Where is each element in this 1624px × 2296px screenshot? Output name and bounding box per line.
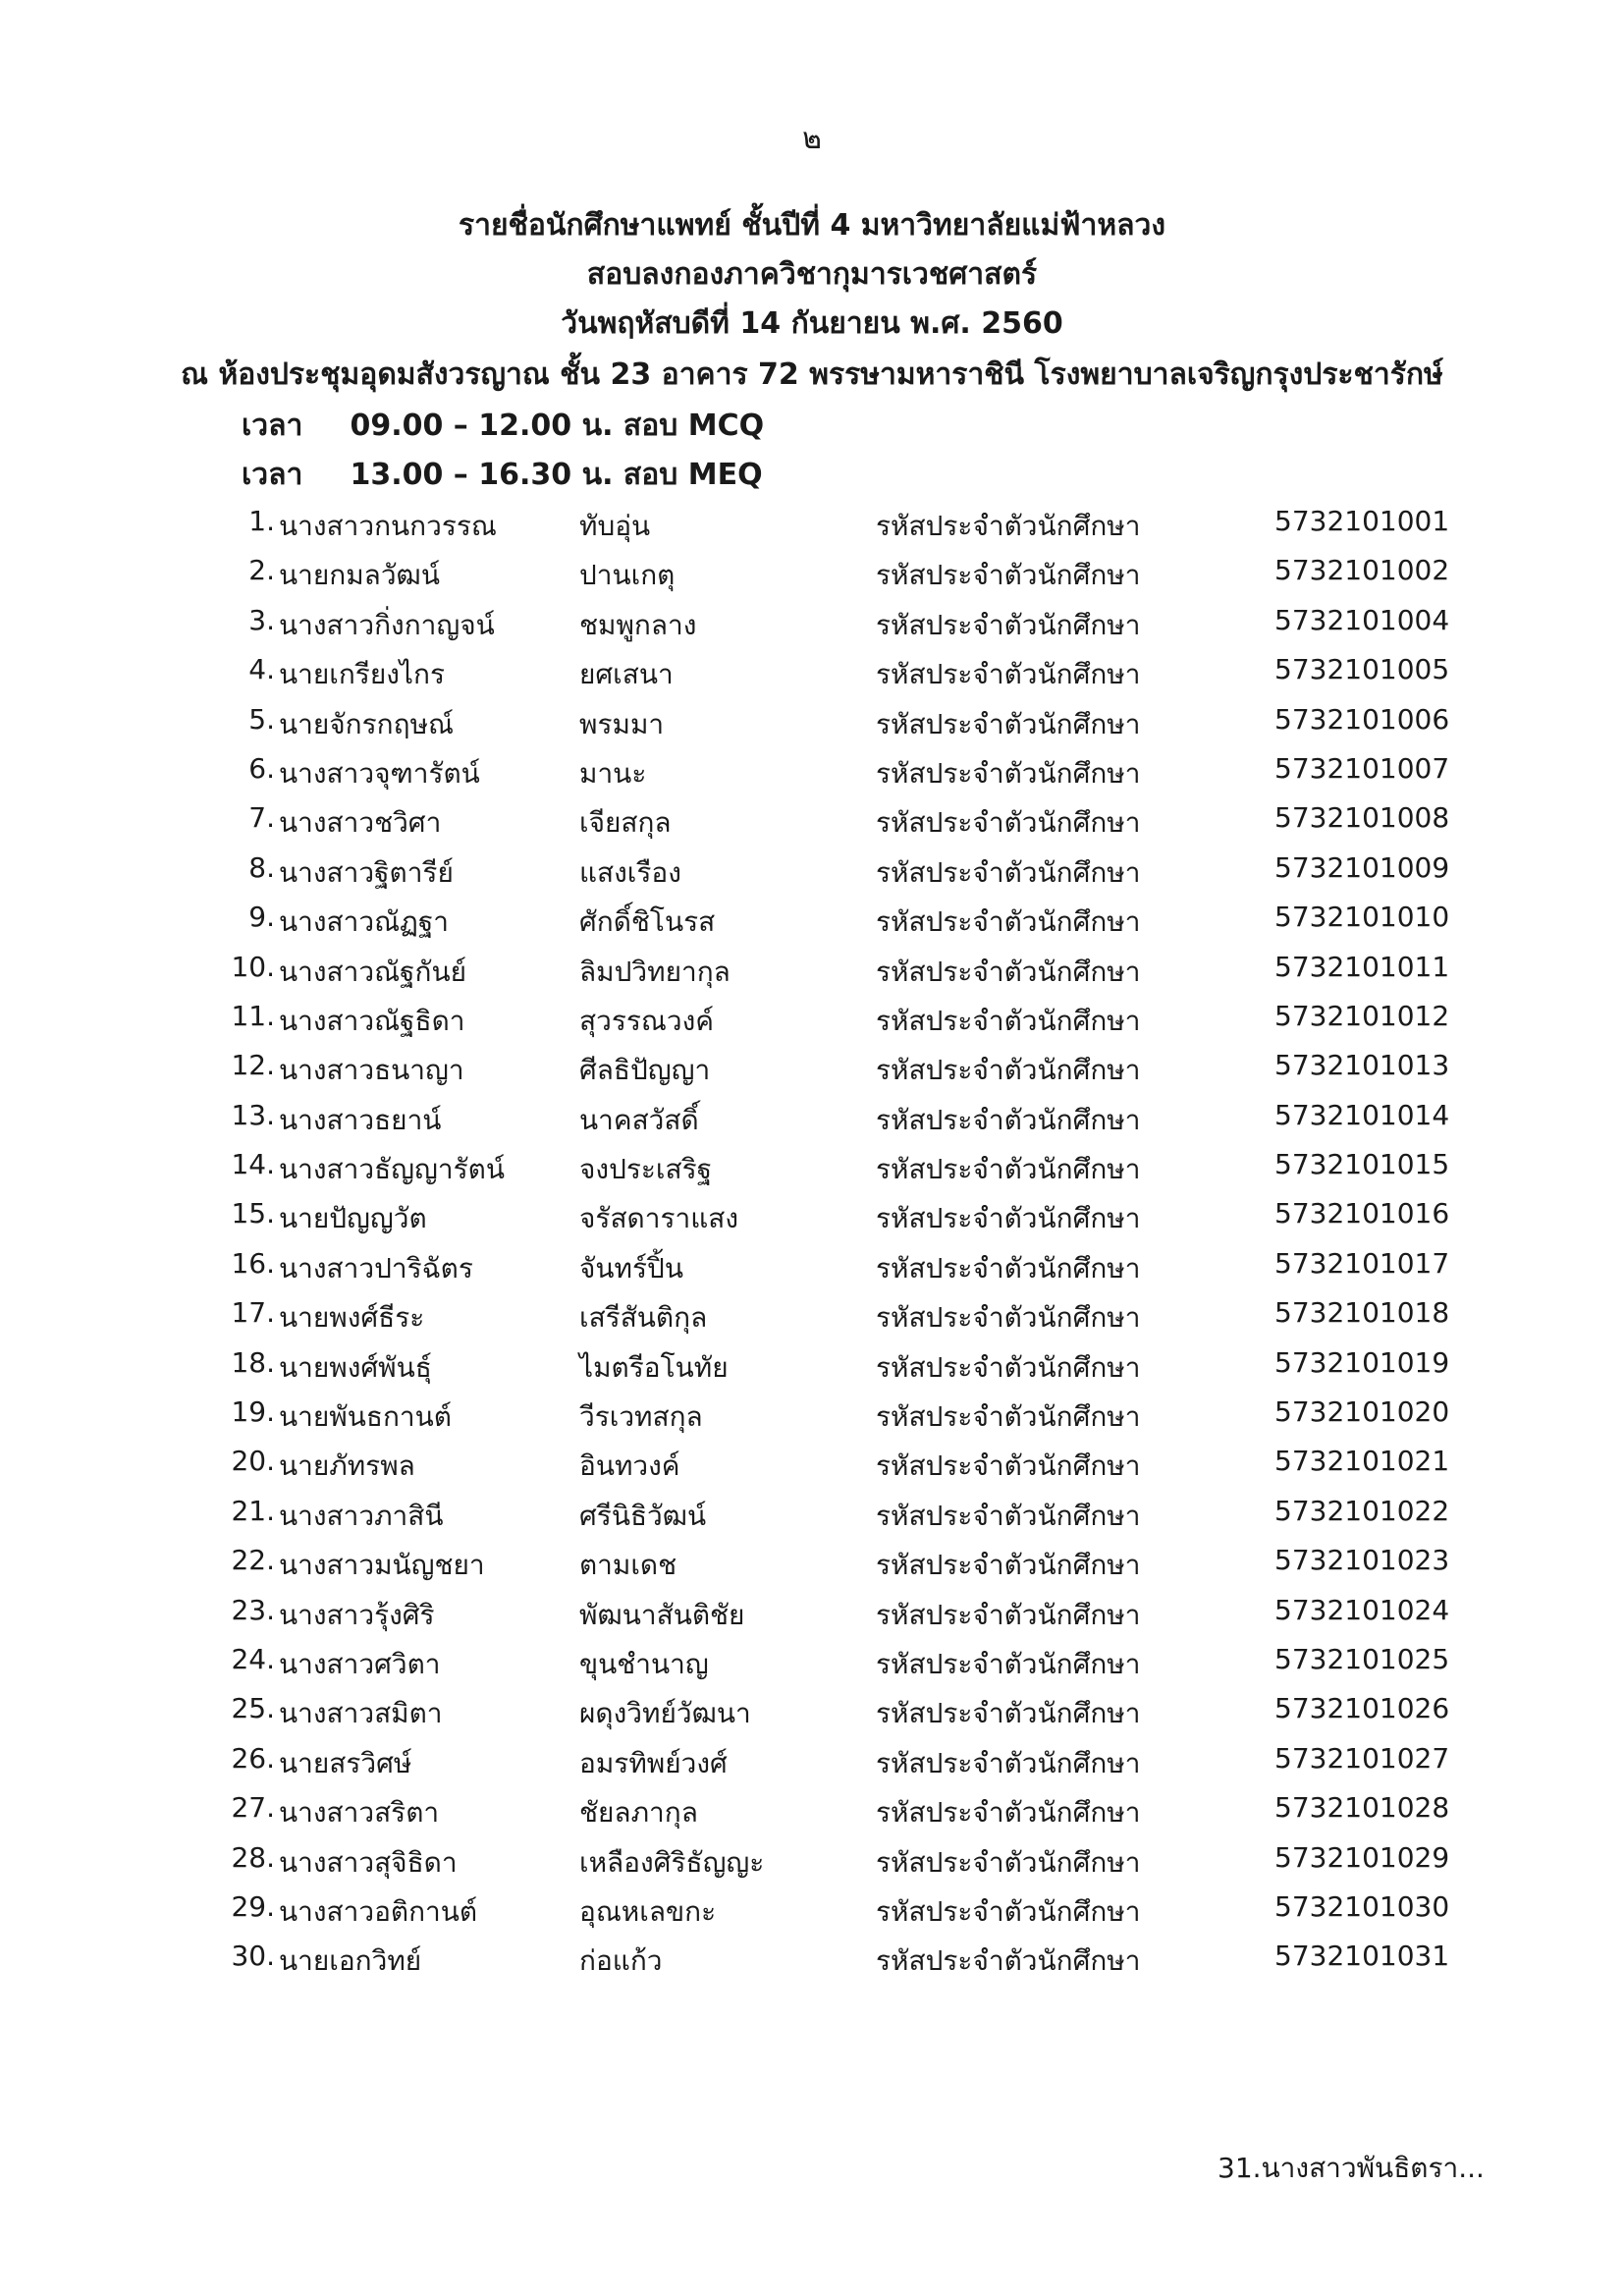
student-id-label: รหัสประจำตัวนักศึกษา: [876, 1894, 1141, 1928]
list-item: [0, 947, 1624, 996]
list-item: [0, 1738, 1624, 1787]
student-name: นายเอกวิทย์: [279, 1944, 422, 1978]
student-surname: ตามเดช: [579, 1549, 677, 1582]
list-item: [0, 699, 1624, 748]
student-number: 9.: [248, 901, 275, 934]
student-name: นางสาวสริตา: [279, 1796, 440, 1830]
student-name: นายปัญญวัต: [279, 1202, 427, 1235]
student-name: นางสาวณัฐธิดา: [279, 1004, 465, 1037]
student-list: [0, 501, 1624, 1986]
student-id-label: รหัสประจำตัวนักศึกษา: [876, 806, 1141, 840]
student-name: นายพงศ์ธีระ: [279, 1301, 425, 1335]
student-number: 28.: [231, 1840, 275, 1874]
student-id: 5732101027: [1274, 1741, 1450, 1775]
student-number: 16.: [231, 1246, 275, 1280]
student-id-label: รหัสประจำตัวนักศึกษา: [876, 559, 1141, 592]
student-id: 5732101009: [1274, 850, 1450, 884]
student-surname: ศักดิ์ชิโนรส: [579, 905, 716, 939]
student-id: 5732101029: [1274, 1840, 1450, 1874]
list-item: [0, 550, 1624, 599]
page-number: ๒: [802, 122, 822, 156]
student-surname: จันทร์ปิ้น: [579, 1251, 683, 1285]
document-title: รายชื่อนักศึกษาแพทย์ ชั้นปีที่ 4 มหาวิทยาลัยแม่ฟ้าหลวง: [458, 208, 1166, 243]
list-item: [0, 996, 1624, 1045]
student-id-label: รหัสประจำตัวนักศึกษา: [876, 510, 1141, 542]
student-name: นางสาวกิ่งกาญจน์: [279, 608, 495, 641]
list-item: [0, 1144, 1624, 1193]
student-surname: จงประเสริฐ: [579, 1153, 713, 1186]
student-id: 5732101024: [1274, 1593, 1450, 1626]
student-id-label: รหัสประจำตัวนักศึกษา: [876, 1054, 1141, 1087]
student-id-label: รหัสประจำตัวนักศึกษา: [876, 1350, 1141, 1384]
student-id: 5732101005: [1274, 653, 1450, 686]
list-item: [0, 1540, 1624, 1589]
student-name: นางสาวธนาญา: [279, 1054, 464, 1087]
student-surname: วีรเวทสกุล: [579, 1400, 703, 1434]
student-name: นางสาวภาสินี: [279, 1499, 444, 1532]
student-surname: จรัสดาราแสง: [579, 1202, 739, 1235]
student-id: 5732101016: [1274, 1197, 1450, 1230]
student-number: 4.: [248, 653, 275, 686]
student-id: 5732101025: [1274, 1642, 1450, 1675]
student-id: 5732101001: [1274, 505, 1450, 537]
student-id-label: รหัสประจำตัวนักศึกษา: [876, 1301, 1141, 1335]
student-number: 29.: [231, 1889, 275, 1923]
student-number: 20.: [231, 1445, 275, 1478]
student-id-label: รหัสประจำตัวนักศึกษา: [876, 1202, 1141, 1235]
student-id-label: รหัสประจำตัวนักศึกษา: [876, 1944, 1141, 1978]
student-id: 5732101015: [1274, 1148, 1450, 1181]
student-number: 18.: [231, 1345, 275, 1379]
student-number: 2.: [248, 554, 275, 587]
student-id: 5732101021: [1274, 1445, 1450, 1478]
student-name: นางสาวปาริฉัตร: [279, 1251, 473, 1285]
student-id: 5732101020: [1274, 1395, 1450, 1429]
schedule-row-meq: [242, 452, 763, 498]
list-item: [0, 1045, 1624, 1094]
student-surname: นาคสวัสดิ์: [579, 1103, 699, 1136]
student-number: 13.: [231, 1098, 275, 1131]
student-name: นางสาวศวิตา: [279, 1647, 441, 1680]
student-id: 5732101010: [1274, 901, 1450, 934]
exam-date: วันพฤหัสบดีที่ 14 กันยายน พ.ศ. 2560: [561, 306, 1063, 341]
student-name: นางสาวฐิตารีย์: [279, 855, 454, 889]
student-id-label: รหัสประจำตัวนักศึกษา: [876, 1647, 1141, 1680]
student-number: 22.: [231, 1544, 275, 1577]
student-name: นายจักรกฤษณ์: [279, 707, 455, 740]
student-surname: ผดุงวิทย์วัฒนา: [579, 1697, 751, 1730]
student-id-label: รหัสประจำตัวนักศึกษา: [876, 658, 1141, 691]
student-id-label: รหัสประจำตัวนักศึกษา: [876, 1746, 1141, 1779]
list-item: [0, 600, 1624, 649]
student-surname: สุวรรณวงค์: [579, 1004, 714, 1037]
student-number: 3.: [248, 603, 275, 636]
list-item: [0, 1392, 1624, 1441]
student-surname: แสงเรือง: [579, 855, 681, 889]
student-surname: พัฒนาสันติชัย: [579, 1598, 745, 1631]
student-number: 8.: [248, 850, 275, 884]
student-name: นายพงศ์พันธุ์: [279, 1350, 432, 1384]
student-id-label: รหัสประจำตัวนักศึกษา: [876, 955, 1141, 988]
student-name: นางสาวชวิศา: [279, 806, 442, 840]
student-id: 5732101013: [1274, 1049, 1450, 1082]
student-name: นางสาวอติกานต์: [279, 1894, 478, 1928]
student-name: นายพันธกานต์: [279, 1400, 452, 1434]
student-number: 1.: [248, 505, 275, 537]
student-id-label: รหัสประจำตัวนักศึกษา: [876, 756, 1141, 790]
list-item: [0, 748, 1624, 797]
student-id: 5732101004: [1274, 603, 1450, 636]
student-surname: ศรีนิธิวัฒน์: [579, 1499, 707, 1532]
exam-venue: ณ ห้องประชุมอุดมสังวรญาณ ชั้น 23 อาคาร 72 พรรษามหาราชินี โรงพยาบาลเจริญกรุงประชารักษ์: [181, 357, 1443, 392]
student-id-label: รหัสประจำตัวนักศึกษา: [876, 1103, 1141, 1136]
student-id-label: รหัสประจำตัวนักศึกษา: [876, 905, 1141, 939]
list-item: [0, 1441, 1624, 1490]
student-surname: อินทวงค์: [579, 1449, 680, 1483]
student-id: 5732101023: [1274, 1544, 1450, 1577]
student-surname: ขุนชำนาญ: [579, 1647, 709, 1680]
student-name: นางสาวรุ้งศิริ: [279, 1598, 435, 1631]
student-id: 5732101022: [1274, 1494, 1450, 1527]
student-id-label: รหัสประจำตัวนักศึกษา: [876, 1549, 1141, 1582]
student-surname: ทับอุ่น: [579, 510, 651, 542]
student-name: นางสาวธยาน์: [279, 1103, 442, 1136]
student-surname: ก่อแก้ว: [579, 1944, 663, 1978]
list-item: [0, 501, 1624, 550]
list-item: [0, 1936, 1624, 1985]
student-id: 5732101011: [1274, 950, 1450, 983]
student-number: 23.: [231, 1593, 275, 1626]
student-id: 5732101019: [1274, 1345, 1450, 1379]
document-subtitle: สอบลงกองภาควิชากุมารเวชศาสตร์: [586, 257, 1038, 292]
student-id: 5732101026: [1274, 1692, 1450, 1725]
student-id: 5732101018: [1274, 1296, 1450, 1330]
student-name: นางสาวมนัญชยา: [279, 1549, 485, 1582]
student-name: นางสาวณัฏฐา: [279, 905, 450, 939]
student-number: 11.: [231, 999, 275, 1032]
list-item: [0, 1193, 1624, 1242]
student-id-label: รหัสประจำตัวนักศึกษา: [876, 1796, 1141, 1830]
list-item: [0, 1491, 1624, 1540]
student-surname: ชมพูกลาง: [579, 608, 697, 641]
student-id-label: รหัสประจำตัวนักศึกษา: [876, 1153, 1141, 1186]
schedule-text: 09.00 – 12.00 น. สอบ MCQ: [350, 409, 765, 443]
list-item: [0, 649, 1624, 698]
student-number: 30.: [231, 1940, 275, 1973]
student-number: 14.: [231, 1148, 275, 1181]
student-id-label: รหัสประจำตัวนักศึกษา: [876, 1598, 1141, 1631]
student-number: 21.: [231, 1494, 275, 1527]
student-surname: ศีลธิปัญญา: [579, 1054, 711, 1087]
student-name: นางสาวสุจิธิดา: [279, 1845, 458, 1879]
list-item: [0, 1590, 1624, 1639]
student-surname: ลิมปวิทยากุล: [579, 955, 731, 988]
student-surname: อุณหเลขกะ: [579, 1894, 717, 1928]
student-id-label: รหัสประจำตัวนักศึกษา: [876, 1697, 1141, 1730]
student-name: นายภัทรพล: [279, 1449, 415, 1483]
list-item: [0, 1095, 1624, 1144]
student-number: 5.: [248, 702, 275, 736]
student-id: 5732101002: [1274, 554, 1450, 587]
next-page-hint: 31.นางสาวพันธิตรา...: [1218, 2152, 1485, 2184]
list-item: [0, 1292, 1624, 1341]
student-name: นางสาวณัฐกันย์: [279, 955, 466, 988]
list-item: [0, 1342, 1624, 1392]
student-number: 17.: [231, 1296, 275, 1330]
list-item: [0, 797, 1624, 847]
student-surname: พรมมา: [579, 707, 665, 740]
list-item: [0, 1688, 1624, 1737]
student-surname: มานะ: [579, 756, 647, 790]
list-item: [0, 1886, 1624, 1936]
student-id: 5732101028: [1274, 1791, 1450, 1825]
student-id-label: รหัสประจำตัวนักศึกษา: [876, 1449, 1141, 1483]
schedule-text: 13.00 – 16.30 น. สอบ MEQ: [350, 458, 763, 492]
student-number: 27.: [231, 1791, 275, 1825]
student-id: 5732101012: [1274, 999, 1450, 1032]
student-surname: ยศเสนา: [579, 658, 674, 691]
student-number: 26.: [231, 1741, 275, 1775]
student-id: 5732101030: [1274, 1889, 1450, 1923]
student-id: 5732101008: [1274, 801, 1450, 835]
student-number: 24.: [231, 1642, 275, 1675]
student-id: 5732101031: [1274, 1940, 1450, 1973]
student-name: นางสาวกนกวรรณ: [279, 510, 497, 542]
list-item: [0, 1243, 1624, 1292]
student-number: 15.: [231, 1197, 275, 1230]
student-name: นายสรวิศษ์: [279, 1746, 412, 1779]
student-id-label: รหัสประจำตัวนักศึกษา: [876, 1845, 1141, 1879]
student-name: นางสาวสมิตา: [279, 1697, 443, 1730]
student-id-label: รหัสประจำตัวนักศึกษา: [876, 1499, 1141, 1532]
student-name: นายกมลวัฒน์: [279, 559, 440, 592]
student-surname: ไมตรีอโนทัย: [579, 1350, 729, 1384]
student-id: 5732101006: [1274, 702, 1450, 736]
list-item: [0, 847, 1624, 897]
schedule-label: เวลา: [242, 458, 303, 492]
student-number: 10.: [231, 950, 275, 983]
student-surname: เจียสกุล: [579, 806, 672, 840]
student-surname: ชัยลภากุล: [579, 1796, 698, 1830]
student-surname: เหลืองศิริธัญญะ: [579, 1845, 765, 1879]
student-id-label: รหัสประจำตัวนักศึกษา: [876, 608, 1141, 641]
student-number: 25.: [231, 1692, 275, 1725]
student-number: 6.: [248, 751, 275, 785]
student-id-label: รหัสประจำตัวนักศึกษา: [876, 855, 1141, 889]
schedule-label: เวลา: [242, 409, 303, 443]
list-item: [0, 1787, 1624, 1836]
student-name: นางสาวจุฑารัตน์: [279, 756, 480, 790]
student-surname: อมรทิพย์วงศ์: [579, 1746, 728, 1779]
schedule-row-mcq: [242, 403, 764, 449]
student-id: 5732101007: [1274, 751, 1450, 785]
student-id-label: รหัสประจำตัวนักศึกษา: [876, 707, 1141, 740]
student-name: นายเกรียงไกร: [279, 658, 445, 691]
student-surname: ปานเกตุ: [579, 559, 676, 592]
student-number: 7.: [248, 801, 275, 835]
list-item: [0, 1837, 1624, 1886]
list-item: [0, 897, 1624, 946]
student-id-label: รหัสประจำตัวนักศึกษา: [876, 1004, 1141, 1037]
student-number: 19.: [231, 1395, 275, 1429]
student-id: 5732101017: [1274, 1246, 1450, 1280]
list-item: [0, 1639, 1624, 1688]
student-id: 5732101014: [1274, 1098, 1450, 1131]
student-id-label: รหัสประจำตัวนักศึกษา: [876, 1400, 1141, 1434]
student-surname: เสรีสันติกุล: [579, 1301, 708, 1335]
student-id-label: รหัสประจำตัวนักศึกษา: [876, 1251, 1141, 1285]
student-number: 12.: [231, 1049, 275, 1082]
student-name: นางสาวธัญญารัตน์: [279, 1153, 505, 1186]
